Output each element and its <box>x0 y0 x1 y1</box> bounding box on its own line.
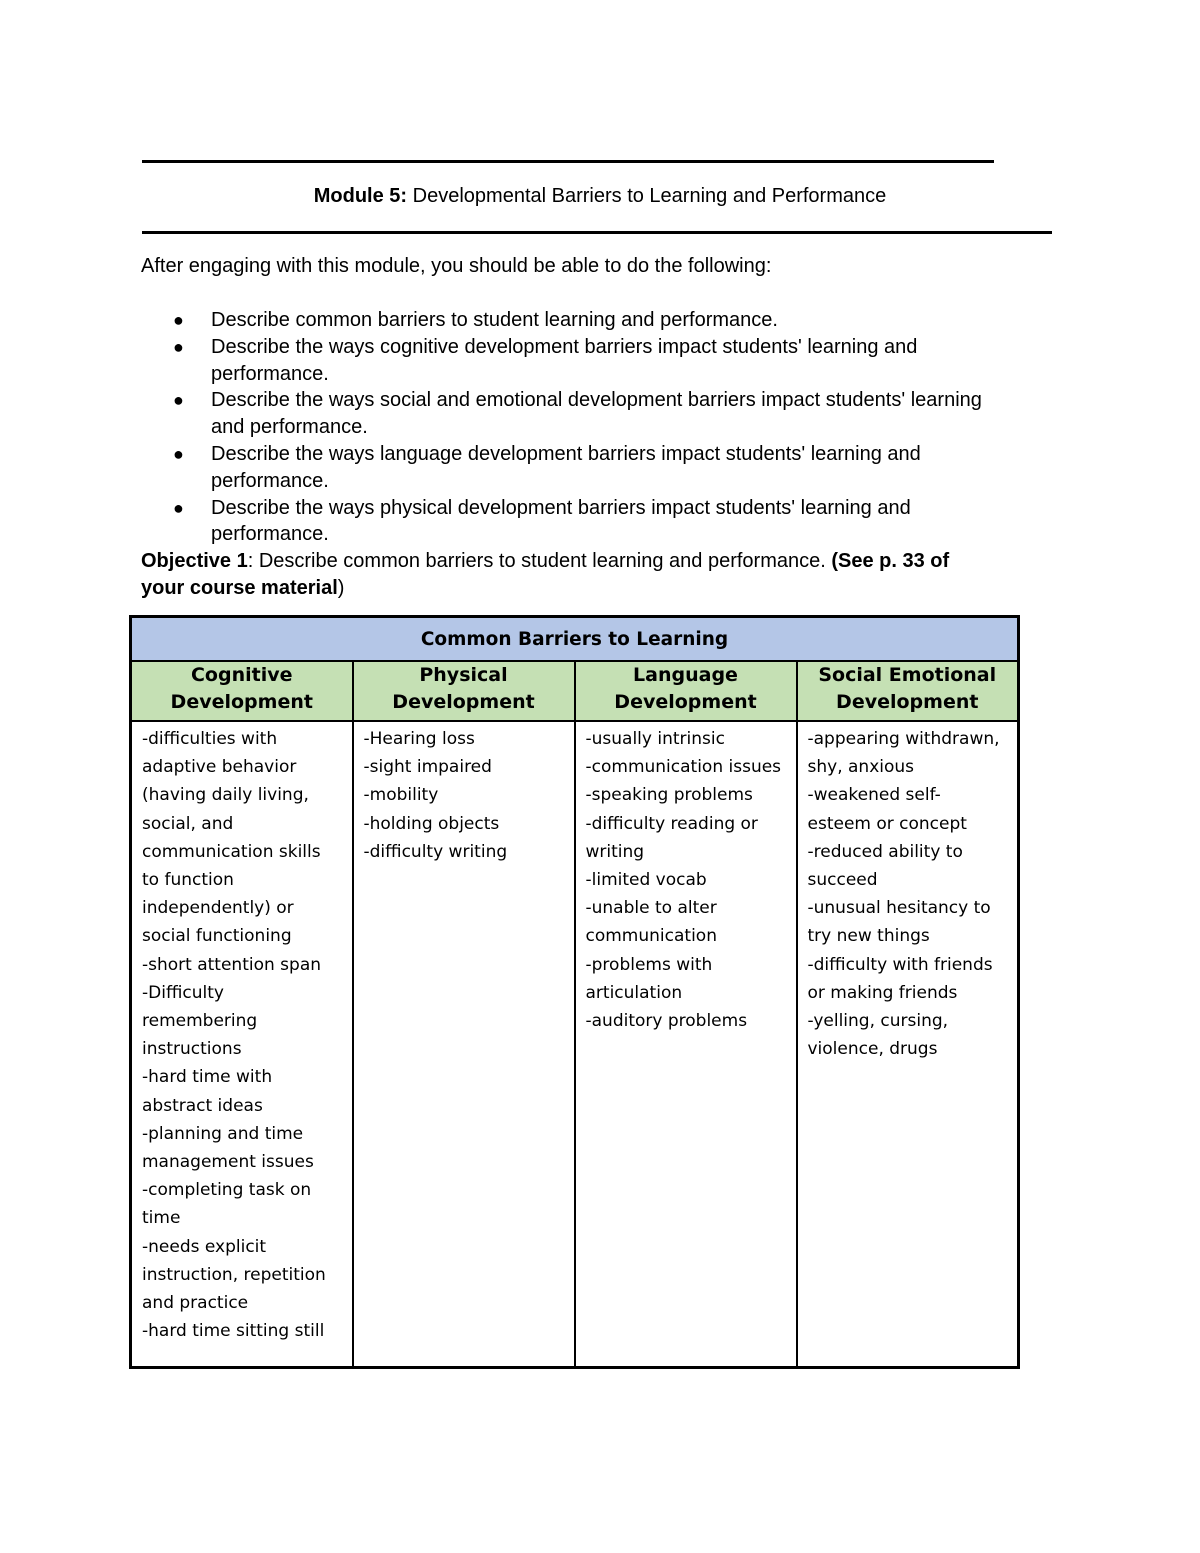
barrier-line: -weakened self- <box>807 785 941 806</box>
barrier-line: -difficulty writing <box>363 841 508 862</box>
barrier-line: -Hearing loss <box>363 729 475 749</box>
barrier-line: -Difficulty <box>142 982 224 1003</box>
module-label: Module 5: <box>313 185 408 207</box>
bullet-icon: ● <box>173 443 184 464</box>
objective-1-ref-cont: your course material <box>141 577 338 599</box>
bullet-icon: ● <box>173 390 184 411</box>
barrier-line: communication <box>585 926 717 947</box>
objective-item: ● Describe common barriers to student learning and performance. <box>141 307 1051 334</box>
objective-item: ● Describe the ways social and emotional development barriers impact students' learning and performance. <box>173 389 982 439</box>
column-body-physical <box>353 721 575 1368</box>
bullet-icon: ● <box>173 336 184 357</box>
barrier-line: try new things <box>807 926 930 947</box>
barrier-line: independently) or <box>142 898 294 919</box>
module-name: Developmental Barriers to Learning and Performance <box>412 185 887 207</box>
barrier-line: -limited vocab <box>585 870 707 891</box>
barrier-line: -unusual hesitancy to <box>807 898 991 919</box>
barrier-line: -usually intrinsic <box>585 729 725 749</box>
barrier-line: social, and <box>142 813 234 834</box>
barrier-line: writing <box>585 841 645 862</box>
barrier-line: -communication issues <box>585 757 782 778</box>
barrier-line: -difficulty with friends <box>807 954 993 975</box>
barrier-line: esteem or concept <box>807 813 967 834</box>
bullet-icon: ● <box>173 310 184 330</box>
column-header-social-emotional: Social Emotional Development <box>797 661 1019 721</box>
barrier-line: to function <box>142 870 234 891</box>
barrier-line: -difficulties with <box>142 729 278 749</box>
barrier-line: time <box>142 1208 181 1229</box>
objective-1-label: Objective 1 <box>141 550 248 572</box>
column-header-cognitive: Cognitive Development <box>131 661 353 721</box>
barrier-line: adaptive behavior <box>142 757 297 778</box>
barrier-line: -short attention span <box>142 954 322 975</box>
column-header-language: Language Development <box>575 661 797 721</box>
barrier-line: (having daily living, <box>142 785 309 806</box>
column-header-physical: Physical Development <box>353 661 575 721</box>
objective-item: ● Describe the ways cognitive development barriers impact students' learning and performance. <box>173 335 918 385</box>
column-body-cognitive <box>131 721 353 1368</box>
barrier-line: social functioning <box>142 926 292 947</box>
column-body-social-emotional <box>797 721 1019 1368</box>
barrier-line: remembering <box>142 1011 258 1032</box>
bottom-divider <box>142 231 1052 234</box>
barrier-line: -holding objects <box>363 813 500 834</box>
barrier-line: -hard time sitting still <box>142 1321 325 1342</box>
intro-text: After engaging with this module, you should be able to do the following: <box>141 255 772 277</box>
objective-1-ref: (See p. 33 of <box>831 550 950 572</box>
barrier-line: -mobility <box>363 785 439 806</box>
barrier-line: -needs explicit <box>142 1236 267 1257</box>
barrier-line: -hard time with <box>142 1067 273 1088</box>
objectives-list <box>141 307 1051 548</box>
barrier-line: succeed <box>807 870 878 891</box>
barrier-line: instruction, repetition <box>142 1264 326 1285</box>
barrier-line: or making friends <box>807 982 958 1003</box>
barrier-line: shy, anxious <box>807 757 915 778</box>
barrier-line: -auditory problems <box>585 1011 748 1032</box>
barrier-line: -appearing withdrawn, <box>807 729 1000 749</box>
objective-1-heading: Objective 1: Describe common barriers to student learning and performance. (See p. 33 of your course material) <box>141 550 950 599</box>
top-divider <box>142 160 994 163</box>
barrier-line: -planning and time <box>142 1123 304 1144</box>
table-title: Common Barriers to Learning <box>131 617 1019 662</box>
barrier-line: management issues <box>142 1152 314 1173</box>
barrier-line: -difficulty reading or <box>585 813 758 834</box>
barrier-line: -sight impaired <box>363 757 492 778</box>
barrier-line: -reduced ability to <box>807 841 963 862</box>
objective-item: ● Describe the ways physical development barriers impact students' learning and performance. <box>173 496 911 546</box>
barrier-line: instructions <box>142 1039 242 1060</box>
barrier-line: -speaking problems <box>585 785 753 806</box>
barrier-line: -problems with <box>585 954 713 975</box>
barrier-line: -completing task on <box>142 1180 312 1201</box>
bullet-icon: ● <box>173 497 184 518</box>
barrier-line: and practice <box>142 1293 249 1314</box>
barrier-line: violence, drugs <box>807 1039 938 1060</box>
objective-item: ● Describe the ways language development barriers impact students' learning and performance. <box>173 442 921 492</box>
barrier-line: -yelling, cursing, <box>807 1011 949 1032</box>
barrier-line: communication skills <box>142 841 321 862</box>
barrier-line: abstract ideas <box>142 1095 263 1116</box>
barrier-line: articulation <box>585 982 683 1003</box>
barriers-table <box>129 615 1020 1369</box>
barrier-line: -unable to alter <box>585 898 717 919</box>
column-body-language <box>575 721 797 1368</box>
objective-1-text: : Describe common barriers to student learning and performance. <box>247 550 832 572</box>
module-title <box>0 184 1200 208</box>
